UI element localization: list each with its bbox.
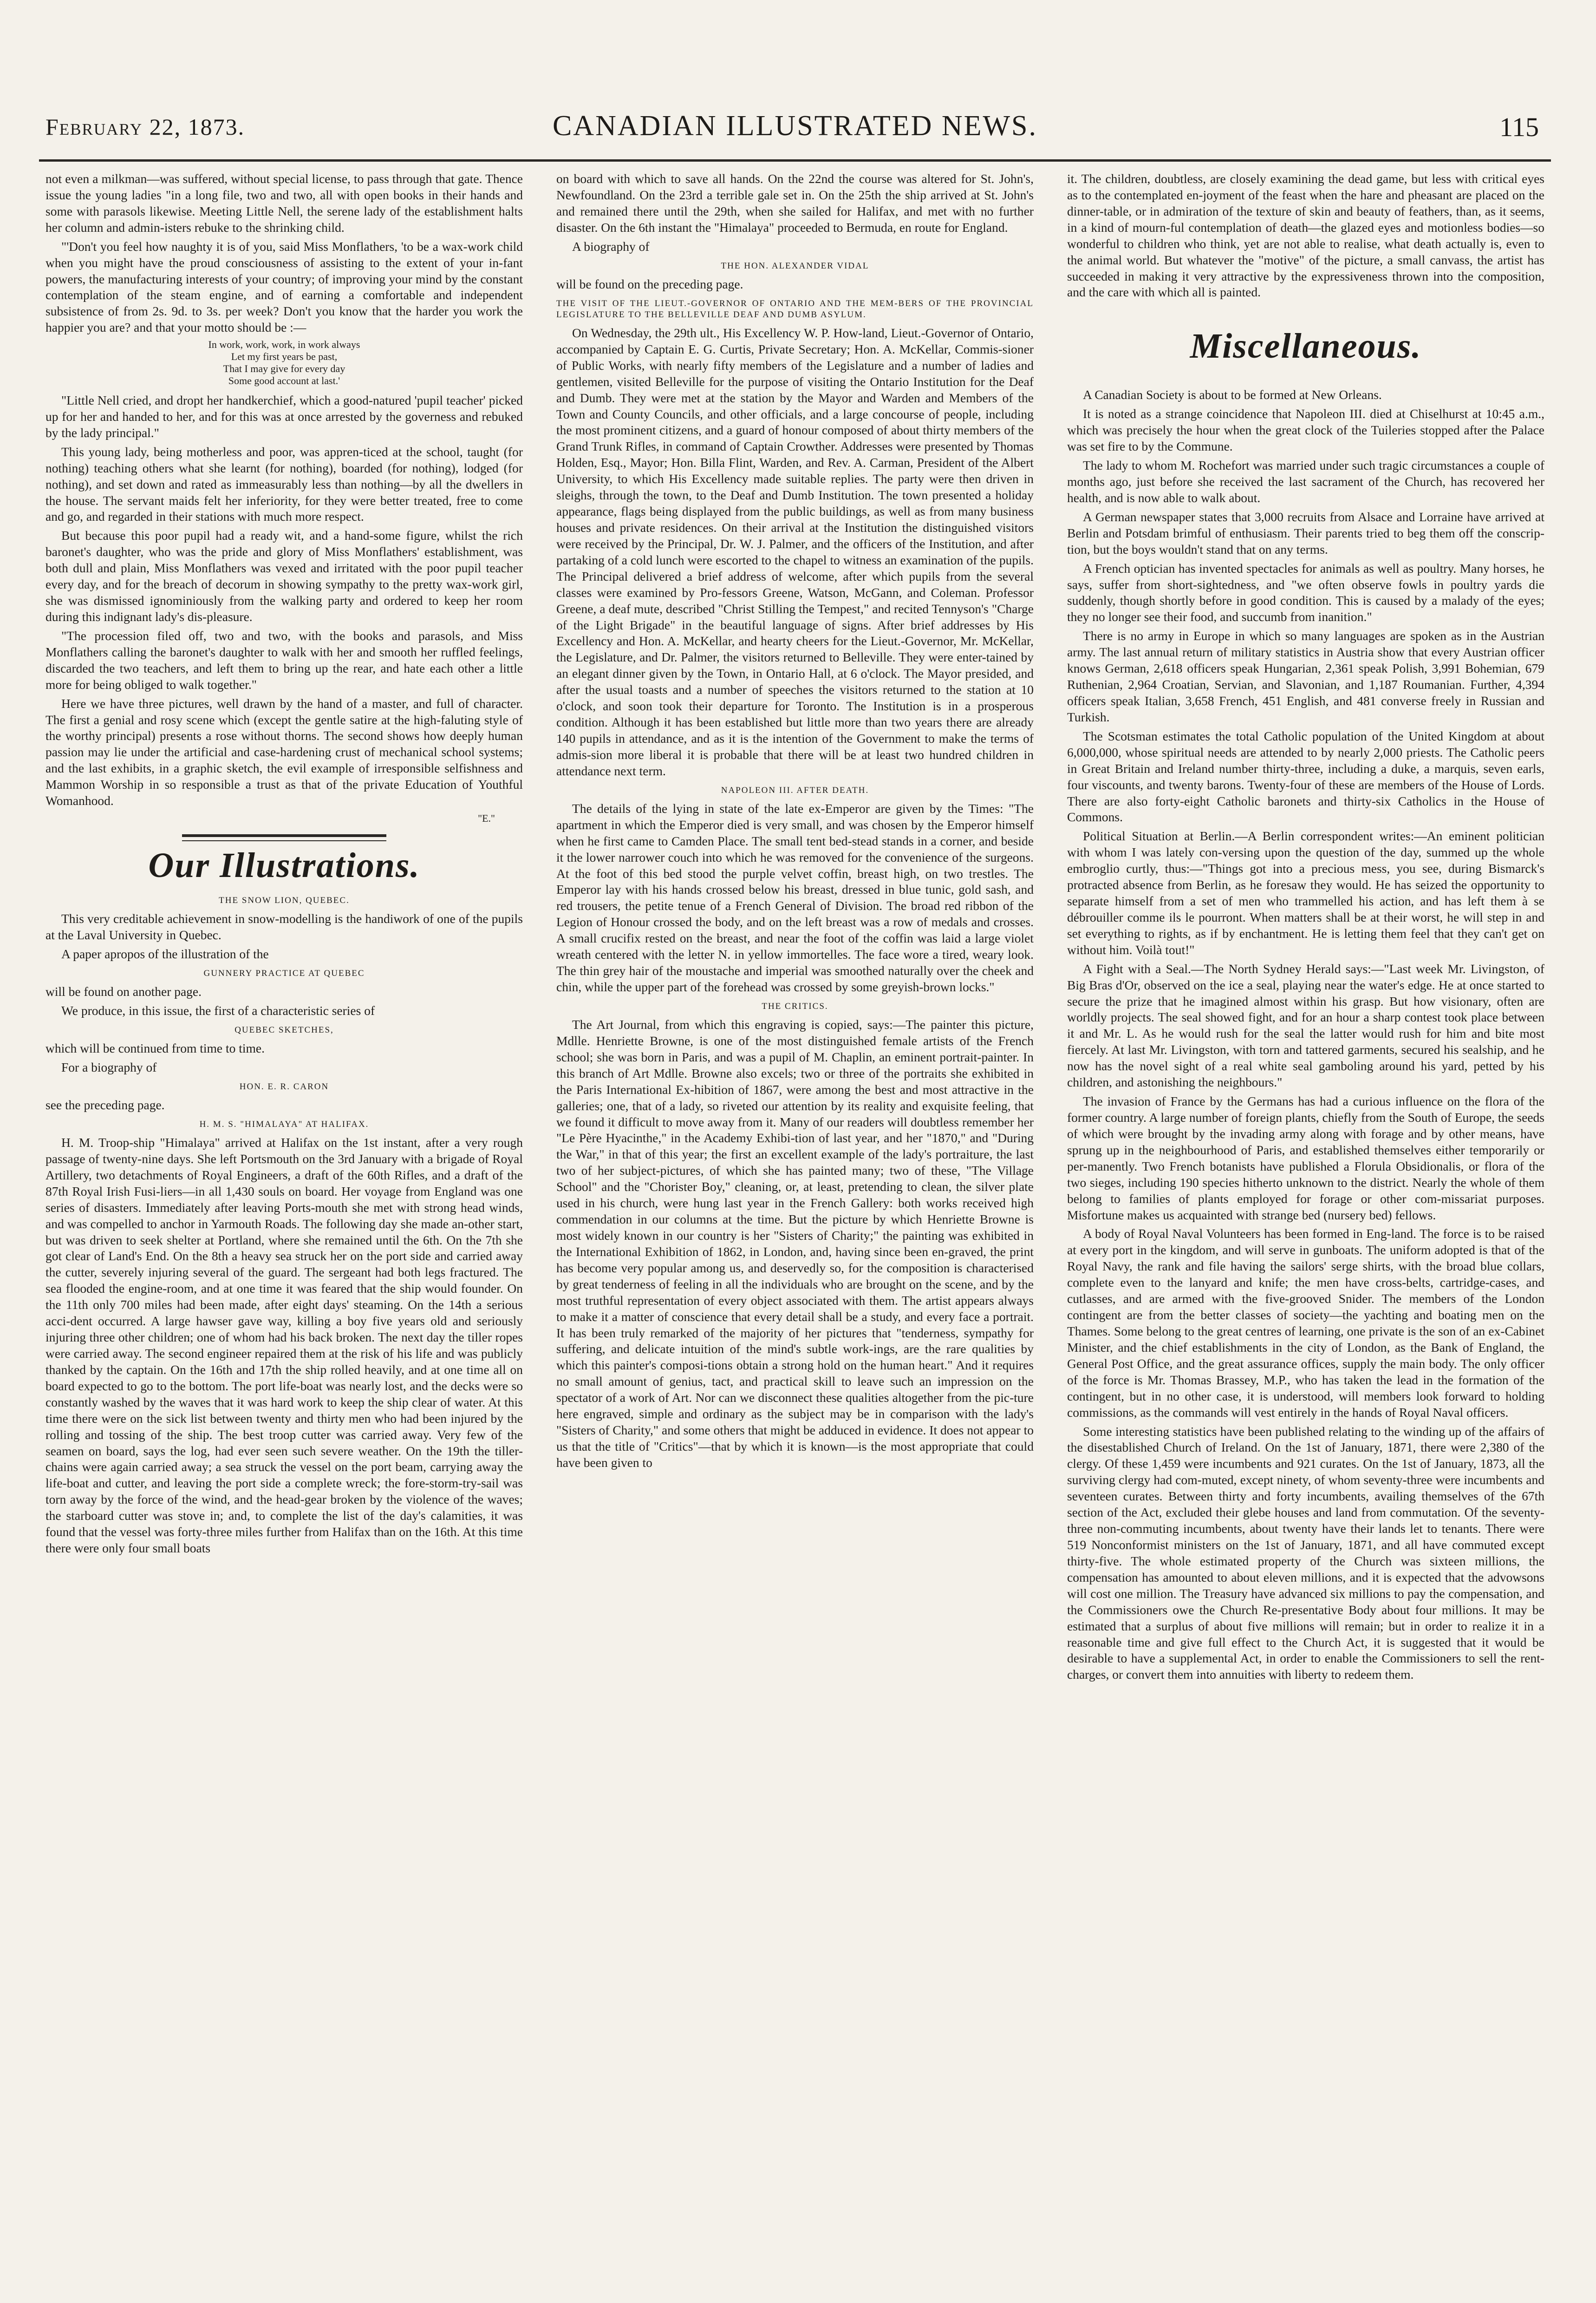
masthead-rule — [39, 159, 1551, 162]
issue-date: February 22, 1873. — [46, 114, 245, 140]
subheading: THE CRITICS. — [762, 1001, 828, 1011]
article-paragraph: not even a milkman—was suffered, without special license, to pass through that gate. Thence issue the young ladies "in a long file, two and two, all with open books in their hands and some with parasols likewise. Meeting Little Nell, the serene lady of the establishment halts her column and admin-isters rebuke to the shrinking child. — [46, 171, 523, 235]
article-paragraph: will be found on the preceding page. — [556, 276, 743, 291]
verse-line: Let my first years be past, — [231, 351, 338, 363]
misc-item: It is noted as a strange coincidence that Napoleon III. died at Chiselhurst at 10:45 a.m., which was precisely the hour when the great clock of the Tuileries stopped after the Palace was set fire to by the Commune. — [1067, 406, 1544, 454]
subheading: GUNNERY PRACTICE AT QUEBEC — [203, 968, 365, 978]
misc-item: A German newspaper states that 3,000 recruits from Alsace and Lorraine have arrived at Berlin and Potsdam brimful of enthusiasm. Their parents tried to beg them off the conscrip-tion, but the boys wouldn't stand that on any terms. — [1067, 509, 1544, 556]
article-paragraph: which will be continued from time to time. — [46, 1041, 265, 1055]
article-paragraph: on board with which to save all hands. On the 22nd the course was altered for St. John's, Newfoundland. On the 23rd a terrible gale set in. On the 25th the ship arrived at St. John's and remained there until the 29th, when she sailed for Halifax, and met with no further disaster. On the 6th instant the "Himalaya" proceeded to Bermuda, en route for England. — [556, 171, 1034, 235]
article-paragraph: The details of the lying in state of the late ex-Emperor are given by the Times: "The apartment in which the Emperor died is very small, and was chosen by the Emperor himself when he first came to Camden Place. The small tent bed-stead stands in a corner, and beside it the lower narrower couch into which he was removed for the convenience of the surgeons. At the foot of this bed stood the purple velvet coffin, breast high, on two trestles. The Emperor lay with his hands crossed below his breast, dressed in blue tunic, gold sash, and red trousers, the petite tenue of a French General of Division. The broad red ribbon of the Legion of Honour crossed the body, and on the left breast was a row of medals and crosses. A small crucifix rested on the breast, and near the foot of the coffin was laid a large violet wreath centered with the letter N. in yellow immortelles. The face wore a tired, weary look. The thin grey hair of the moustache and imperial was smoothed naturally over the cheek and chin, while the upper part of the forehead was crossed by some greyish-brown locks." — [556, 801, 1034, 994]
author-signoff: "E." — [478, 812, 495, 824]
section-heading-our-illustrations: Our Illustrations. — [148, 846, 420, 885]
misc-item: The Scotsman estimates the total Catholic population of the United Kingdom at about 6,000,000, whose spiritual needs are attended to by nearly 2,000 priests. The Catholic peers in Great Britain and Ireland number thirty-three, including a duke, a marquis, seven earls, four viscounts, and twenty barons. Twenty-four of these are members of the House of Lords. There are also forty-eight Catholic baronets and thirty-six Catholics in the House of Commons. — [1067, 728, 1544, 824]
verse-quote — [46, 339, 523, 387]
article-paragraph: H. M. Troop-ship "Himalaya" arrived at Halifax on the 1st instant, after a very rough passage of twenty-nine days. She left Portsmouth on the 3rd January with a brigade of Royal Artillery, two detachments of Royal Engineers, a draft of the 60th Rifles, and a draft of the 87th Royal Irish Fusi-liers—in all 1,430 souls on board. Her voyage from England was one series of disasters. Immediately after leaving Ports-mouth she met with strong head winds, and was compelled to anchor in Yarmouth Roads. The following day she made an-other start, but was driven to seek shelter at Portland, where she remained until the 6th. On the 7th she got clear of Land's End. On the 8th a heavy sea struck her on the port side and carried away the cutter, severely injuring several of the guard. The sergeant had both legs fractured. The sea flooded the engine-room, and at one time it was feared that the ship would founder. On the 11th only 700 miles had been made, after eight days' steaming. On the 14th a serious acci-dent occurred. A large hawser gave way, killing a boy five years old and seriously injuring three other children; one of whom had his back broken. The next day the tiller ropes were carried away. The second engineer repaired them at the risk of his life and was publicly thanked by the captain. On the 16th and 17th the ship rolled heavily, and at one time all on board expected to go to the bottom. The port life-boat was nearly lost, and the decks were so constantly washed by the waves that it was hard work to keep the ship clear of water. At this time there were on the sick list between twenty and thirty men who had been injured by the rolling and tossing of the ship. The best troop cutter was carried away. Very few of the seamen on board, says the log, had ever seen such severe weather. On the 19th the tiller-chains were again carried away; a sea struck the vessel on the port beam, carrying away the life-boat and cutter, and leaving the port side a complete wreck; the fore-storm-try-sail was torn away by the force of the wind, and the head-gear broken by the violence of the waves; the starboard cutter was stove in; and, to complete the list of the day's calamities, it was found that the vessel was forty-three miles further from Halifax than on the 16th. At this time there were only four small boats — [46, 1135, 523, 1556]
misc-item: A French optician has invented spectacles for animals as well as poultry. Many horses, he says, suffer from short-sightedness, and "we often observe fowls in poultry yards die suddenly, though shortly before in good condition. This is caused by a malady of the eyes; they no longer see their food, and succumb from inanition." — [1067, 561, 1544, 624]
subheading: QUEBEC SKETCHES, — [235, 1025, 334, 1035]
verse-line: Some good account at last.' — [228, 375, 340, 387]
subheading: THE SNOW LION, QUEBEC. — [219, 896, 350, 906]
article-paragraph: A biography of — [572, 239, 650, 254]
article-paragraph: it. The children, doubtless, are closely examining the dead game, but less with critical eyes as to the contemplated en-joyment of the feast when the hare and pheasant are placed on the dinner-table, or in admiration of the texture of skin and beauty of feathers, than, as it seems, in a kind of mourn-ful contemplation of death—the glazed eyes and motionless bodies—so wonderful to children who think, yet are not able to realise, what death actually is, even to the animal world. But whatever the "motive" of the picture, a small canvass, the artist has succeeded in making it very attractive by the expressiveness thrown into the composition, and the care with which all is painted. — [1067, 171, 1544, 300]
newspaper-title: CANADIAN ILLUSTRATED NEWS. — [552, 110, 1038, 142]
article-paragraph: But because this poor pupil had a ready wit, and a hand-some figure, whilst the rich baronet's daughter, who was the pride and glory of Miss Monflathers' establishment, was both dull and plain, Miss Monflathers was vexed and irritated with the poor pupil teacher every day, and for the breach of decorum in showing sympathy to the pretty wax-work girl, she was dismissed ignominiously from the walking party and ordered to keep her room during this indignant lady's dis-pleasure. — [46, 528, 523, 624]
column-3 — [1067, 171, 1544, 2270]
article-paragraph: "'Don't you feel how naughty it is of you, said Miss Monflathers, 'to be a wax-work child when you might have the proud consciousness of assisting to the extent of your in-fant powers, the manufacturing interests of your country; of improving your mind by the constant contemplation of the steam engine, and of earning a comfortable and independent subsistence of from 2s. 9d. to 3s. per week? Don't you know that the harder you work the happier you are? and that your motto should be :— — [46, 239, 523, 335]
section-heading-miscellaneous: Miscellaneous. — [1190, 327, 1422, 366]
subheading: THE VISIT OF THE LIEUT.-GOVERNOR OF ONTARIO AND THE MEM-BERS OF THE PROVINCIAL LEGISLATURE TO THE BELLEVILLE DEAF AND DUMB ASYLUM. — [556, 298, 1034, 320]
misc-item: There is no army in Europe in which so many languages are spoken as in the Austrian army. The last annual return of military statistics in Austria show that every Austrian officer knows German, 2,618 officers speak Hungarian, 2,361 speak Polish, 3,991 Bohemian, 679 Ruthenian, 2,964 Croatian, Servian, and Slavonian, and 1,187 Roumanian. Further, 4,394 officers speak Italian, 3,658 French, 451 English, and 481 converse freely in Russian and Turkish. — [1067, 628, 1544, 724]
misc-item: The lady to whom M. Rochefort was married under such tragic circumstances a couple of months ago, just before she received the last sacrament of the Church, has recovered her health, and is now able to walk about. — [1067, 458, 1544, 505]
verse-line: That I may give for every day — [223, 363, 345, 375]
subheading: HON. E. R. CARON — [239, 1081, 329, 1092]
section-divider — [182, 834, 386, 841]
article-paragraph: see the preceding page. — [46, 1097, 165, 1112]
article-paragraph: will be found on another page. — [46, 984, 202, 999]
misc-item: Some interesting statistics have been published relating to the winding up of the affairs of the disestablished Church of Ireland. On the 1st of January, 1871, there were 2,380 of the clergy. Of these 1,459 were incumbents and 921 curates. On the 1st of January, 1873, all the surviving clergy had com-muted, except ninety, of whom seventy-three were incumbents and seventeen curates. Between thirty and forty incumbents, availing themselves of the 67th section of the Act, excluded their glebe houses and land from commutation. Of the seventy-three non-commuting incumbents, about twenty have their lands let to tenants. There were 519 Nonconformist ministers on the 1st of January, 1871, and all have commuted except thirty-five. The whole estimated property of the Church was sixteen millions, the compensation has amounted to about eleven millions, and it is expected that the advowsons will cost one million. The Treasury have advanced six millions to pay the compensation, and the Commissioners owe the Church Re-presentative Body about four millions. It may be estimated that a surplus of about five millions will remain; but in order to realize it in a reasonable time and give full effect to the Church Act, it is suggested that it would be desirable to have a supplemental Act, in order to enable the Commissioners to sell the rent-charges, or convert them into annuities with liberty to redeem them. — [1067, 1424, 1544, 1682]
misc-item: A Fight with a Seal.—The North Sydney Herald says:—"Last week Mr. Livingston, of Big Bras d'Or, observed on the ice a seal, playing near the water's edge. He at once started to secure the prize that he imagined almost within his grasp. But how visionary, often are worldly projects. The seal showed fight, and for an hour a sharp contest took place between it and Mr. L. As he would rush for the seal the latter would rush for him and bite most fiercely. At last Mr. Livingston, with torn and tattered garments, secured his sealship, and he now has the novel sight of a real white seal gamboling around his yard, petted by his children, and astonishing the neighbours." — [1067, 961, 1544, 1090]
article-paragraph: This very creditable achievement in snow-modelling is the handiwork of one of the pupils at the Laval University in Quebec. — [46, 911, 523, 942]
masthead — [39, 110, 1551, 161]
misc-item: The invasion of France by the Germans has had a curious influence on the flora of the former country. A large number of foreign plants, chiefly from the South of Europe, the seeds of which were brought by the invading army along with forage and by other means, have sprung up in the neighbourhood of Paris, and established themselves either temporarily or per-manently. Two French botanists have published a Florula Obsidionalis, or flora of the two sieges, including 190 species hitherto unknown to the district. Nearly the whole of them belong to families of plants employed for forage or other com-missariat purposes. Misfortune makes us acquainted with strange bed (nursery bed) fellows. — [1067, 1094, 1544, 1222]
article-paragraph: A paper apropos of the illustration of the — [61, 946, 269, 961]
article-paragraph: For a biography of — [61, 1060, 157, 1074]
subheading: NAPOLEON III. AFTER DEATH. — [721, 785, 869, 795]
misc-item: A Canadian Society is about to be formed at New Orleans. — [1083, 387, 1382, 402]
subheading: H. M. S. "HIMALAYA" AT HALIFAX. — [199, 1119, 369, 1129]
column-2 — [556, 171, 1034, 2270]
subheading: THE HON. ALEXANDER VIDAL — [721, 261, 869, 271]
page-number: 115 — [1499, 112, 1539, 142]
article-paragraph: "Little Nell cried, and dropt her handkerchief, which a good-natured 'pupil teacher' picked up for her and handed to her, and for this was at once arrested by the governess and rebuked by the lady principal." — [46, 393, 523, 440]
article-paragraph: "The procession filed off, two and two, with the books and parasols, and Miss Monflathers calling the baronet's daughter to walk with her and smooth her ruffled feelings, discarded the two teachers, and left them to bring up the rear, and hate each other a little more for being obliged to walk together." — [46, 628, 523, 692]
misc-item: Political Situation at Berlin.—A Berlin correspondent writes:—An eminent politician with whom I was lately con-versing upon the question of the day, summed up the whole embroglio curtly, thus:—"Things got into a precious mess, you see, during Bismarck's protracted absence from Berlin, as he foresaw they would. He has seized the opportunity to separate himself from a set of men who trammelled his action, and has left them à se débrouiller comme ils le pourront. When matters shall be at their worst, he will step in and set everything to rights, as if by enchantment. He is letting them feel that they can't get on without him. Voilà tout!" — [1067, 829, 1544, 957]
column-1 — [46, 171, 523, 2270]
article-paragraph: On Wednesday, the 29th ult., His Excellency W. P. How-land, Lieut.-Governor of Ontario, accompanied by Captain E. G. Curtis, Private Secretary; Hon. A. McKellar, Commis-sioner of Public Works, with nearly fifty members of the Legislature and a number of ladies and gentlemen, visited Belleville for the purpose of visiting the Ontario Institution for the Deaf and Dumb. They were met at the station by the Mayor and Warden and Members of the Town and County Councils, and other officials, and a large concourse of people, including the most prominent citizens, and a guard of honour composed of about thirty members of the Grand Trunk Rifles, in command of Captain Crowther. Addresses were presented by Thomas Holden, Esq., Mayor; Hon. Billa Flint, Warden, and Rev. A. Carman, President of the Albert University, to which His Excellency made suitable replies. The party were then driven in sleighs, through the town, to the Deaf and Dumb Institution. The town presented a holiday appearance, flags being displayed from the public buildings, as well as from many business houses and private residences. On their arrival at the Institution the distinguished visitors were received by the Principal, Dr. W. J. Palmer, and the officers of the Institution, and after partaking of a cold lunch were escorted to the chapel to witness an examination of the pupils. The Principal delivered a brief address of welcome, after which pupils from the several classes were examined by Pro-fessors Greene, Watson, McGann, and Coleman. Professor Greene, a deaf mute, described "Christ Stilling the Tempest," and recited Tennyson's "Charge of the Light Brigade" in the beautiful language of signs. After brief addresses by His Excellency and Hon. A. McKellar, and hearty cheers for the Lieut.-Governor, Mr. McKellar, the Legislature, and Dr. Palmer, the visitors returned to Belleville. They were enter-tained by an elegant dinner given by the Town, in Ontario Hall, at 6 o'clock. The Mayor presided, and after the usual toasts and a number of speeches the visitors returned to the station at 10 o'clock, and soon took their departure for Toronto. The Institution is in a prosperous condition. Although it has been established but little more than two years there are already 140 pupils in attendance, and as it is the intention of the Government to make the terms of admis-sion more liberal it is probable that there will be at least two hundred children in attendance next term. — [556, 325, 1034, 778]
article-paragraph: Here we have three pictures, well drawn by the hand of a master, and full of character. The first a genial and rosy scene which (except the gentle satire at the high-faluting style of the worthy principal) presents a rose without thorns. The second shows how deeply human passion may lie under the artificial and case-hardening crust of mechanical school systems; and the last exhibits, in a graphic sketch, the evil example of irresponsible selfishness and Mammon Worship in so responsible a trust as that of the private Education of Youthful Womanhood. — [46, 696, 523, 808]
misc-item: A body of Royal Naval Volunteers has been formed in Eng-land. The force is to be raised at every port in the kingdom, and will serve in gunboats. The uniform adopted is that of the Royal Navy, the rank and file having the sailors' serge shirts, with the broad blue collars, complete even to the lanyard and knife; the men have cross-belts, cartridge-cases, and cutlasses, and are armed with the five-grooved Snider. The members of the London contingent are from the better classes of society—the yachting and boating men on the Thames. Some belong to the great centres of learning, one private is the son of an ex-Cabinet Minister, and the chief establishments in the city of London, as the Bank of England, the General Post Office, and the great assurance offices, supply the main body. The only officer of the force is Mr. Thomas Brassey, M.P., who has taken the lead in the formation of the contingent, but in no other case, it is understood, will members look forward to holding commissions, as the commands will vest entirely in the hands of Royal Naval officers. — [1067, 1226, 1544, 1420]
verse-line: In work, work, work, in work always — [208, 339, 360, 351]
article-paragraph: We produce, in this issue, the first of a characteristic series of — [61, 1003, 375, 1018]
article-paragraph: This young lady, being motherless and poor, was appren-ticed at the school, taught (for nothing) teaching others what she learnt (for nothing), boarded (for nothing), lodged (for nothing), and set down and rated as immeasurably less than nothing—by all the dwellers in the house. The servant maids felt her inferiority, for they were better treated, free to come and go, and regarded in their stations with much more respect. — [46, 444, 523, 524]
article-paragraph: The Art Journal, from which this engraving is copied, says:—The painter this picture, Mdlle. Henriette Browne, is one of the most distinguished female artists of the French school; she was born in Paris, and was a pupil of M. Chaplin, an eminent portrait-painter. In this branch of Art Mdlle. Browne also excels; two or three of the portraits she exhibited in the Paris International Ex-hibition of 1867, were among the best and most attractive in the galleries; one, that of a lady, so riveted our attention by its reality and exquisite feeling, that we found it difficult to move away from it. Many of our readers will doubtless remember her "Le Père Hyacinthe," in the Academy Exhibi-tion of last year, and her "1870," and "During the War," in that of this year; the first an excellent example of the lady's portraiture, the last two of her subject-pictures, of which she has painted many; two of these, "The Village School" and the "Chorister Boy," cleaning, or, at least, pretending to clean, the silver plate used in his church, were hung last year in the French Gallery: both works received high commendation in our columns at the time. But the picture by which Henriette Browne is most widely known in our country is her "Sisters of Charity;" the painting was exhibited in the International Exhibition of 1862, in London, and, having since been en-graved, the print has become very popular among us, and deservedly so, for the composition is characterised by great tenderness of feeling in all the individuals who are brought on the scene, and by the most truthful representation of every object associated with them. The artist appears always to make it a matter of conscience that every detail shall be a study, and every face a portrait. It has been truly remarked of the majority of her pictures that "tenderness, sympathy for suffering, and delicate intuition of the mind's subtle work-ings, are the rare qualities by which this painter's composi-tions obtain a strong hold on the human heart." And it requires no small amount of genius, tact, and practical skill to leave such an impression on the spectator of a work of Art. Nor can we disconnect these qualities altogether from the pic-ture here engraved, simple and ordinary as the subject may be in comparison with the lady's "Sisters of Charity," and some others that might be adduced in evidence. It does not appear to us that the title of "Critics"—that by which it is known—is the most appropriate that could have been given to — [556, 1017, 1034, 1470]
